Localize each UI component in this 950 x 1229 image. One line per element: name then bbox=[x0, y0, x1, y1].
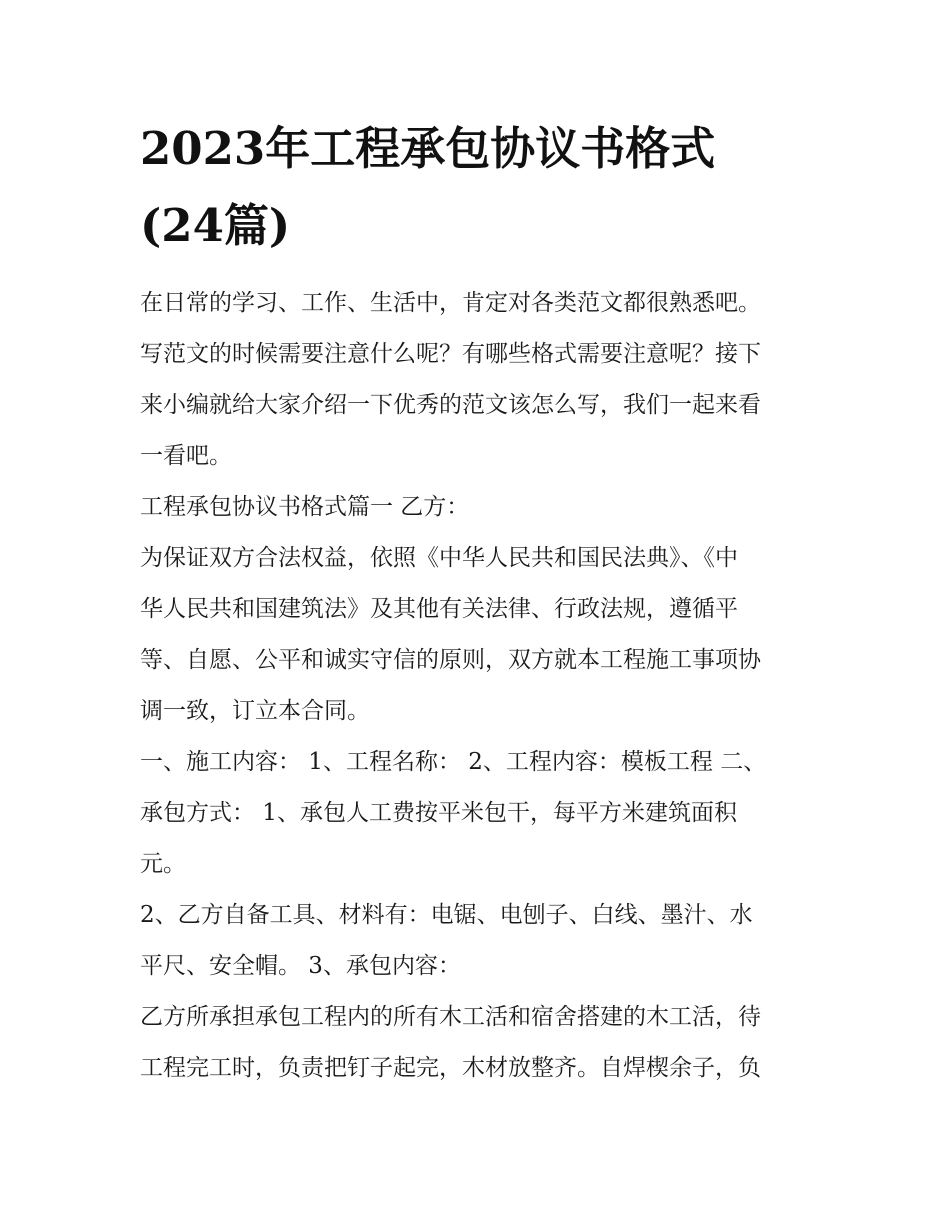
body-line: 一看吧。 bbox=[140, 443, 232, 469]
section-heading-line: 工程承包协议书格式篇一 乙方： bbox=[140, 494, 470, 520]
body-line: 一、施工内容： 1、工程名称： 2、工程内容：模板工程 二、 bbox=[140, 749, 767, 775]
body-line: 等、自愿、公平和诚实守信的原则，双方就本工程施工事项协 bbox=[140, 647, 761, 673]
body-line: 元。 bbox=[140, 851, 186, 877]
body-line: 来小编就给大家介绍一下优秀的范文该怎么写，我们一起来看 bbox=[140, 392, 761, 418]
body-line: 写范文的时候需要注意什么呢？有哪些格式需要注意呢？接下 bbox=[140, 341, 761, 367]
body-line: 在日常的学习、工作、生活中，肯定对各类范文都很熟悉吧。 bbox=[140, 290, 761, 316]
body-line: 2、乙方自备工具、材料有：电锯、电刨子、白线、墨汁、水 bbox=[140, 902, 753, 928]
body-line: 工程完工时，负责把钉子起完，木材放整齐。自焊楔余子，负 bbox=[140, 1055, 761, 1081]
title-line-1: 2023年工程承包协议书格式 bbox=[140, 122, 716, 175]
body-line: 调一致，订立本合同。 bbox=[140, 698, 370, 724]
document-title bbox=[140, 110, 820, 264]
body-line: 平尺、安全帽。 3、承包内容： bbox=[140, 953, 461, 979]
body-line: 为保证双方合法权益，依照《中华人民共和国民法典》、《中 bbox=[140, 545, 738, 571]
body-line: 乙方所承担承包工程内的所有木工活和宿舍搭建的木工活，待 bbox=[140, 1004, 761, 1030]
body-line: 承包方式： 1、承包人工费按平米包干，每平方米建筑面积 bbox=[140, 800, 737, 826]
title-line-2: (24篇) bbox=[140, 199, 291, 252]
document-body bbox=[140, 278, 820, 1094]
document-content bbox=[140, 110, 820, 1094]
body-line: 华人民共和国建筑法》及其他有关法律、行政法规，遵循平 bbox=[140, 596, 738, 622]
